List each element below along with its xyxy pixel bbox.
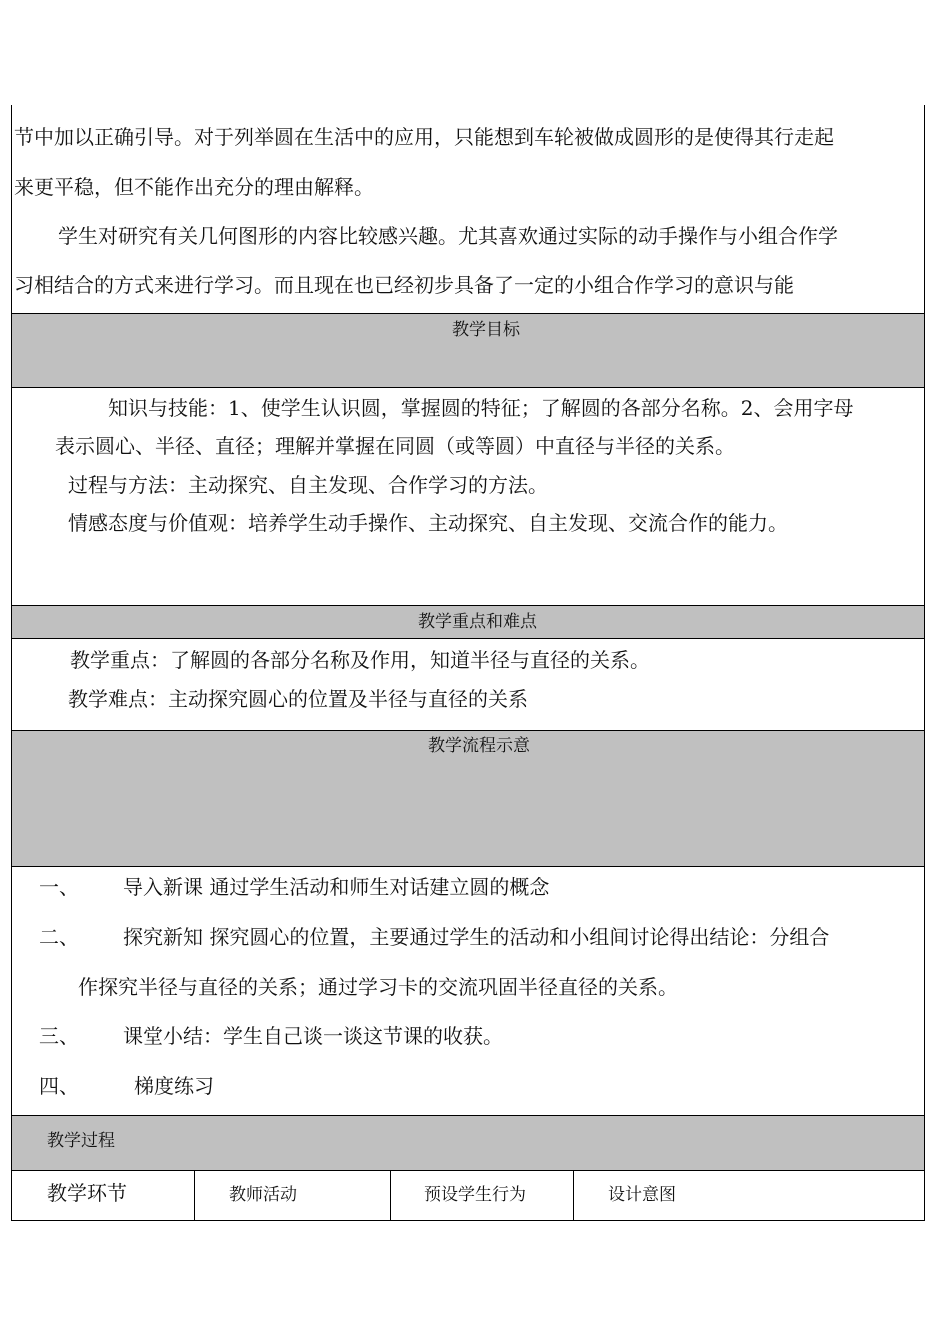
intro-line: 学生对研究有关几何图形的内容比较感兴趣。尤其喜欢通过实际的动手操作与小组合作学	[58, 224, 838, 248]
intro-line: 习相结合的方式来进行学习。而且现在也已经初步具备了一定的小组合作学习的意识与能	[14, 273, 794, 297]
col-divider	[573, 1171, 574, 1220]
objectives-title: 教学目标	[452, 320, 520, 340]
keypoints-header	[11, 606, 925, 638]
intro-line: 节中加以正确引导。对于列举圆在生活中的应用，只能想到车轮被做成圆形的是使得其行走起	[14, 125, 834, 149]
flow-item-text: 梯度练习	[134, 1074, 214, 1098]
keypoint-line: 教学难点：主动探究圆心的位置及半径与直径的关系	[68, 687, 528, 711]
objective-line: 知识与技能：1、使学生认识圆，掌握圆的特征；了解圆的各部分名称。2、会用字母	[108, 396, 854, 420]
flow-item-num: 二、	[39, 925, 79, 949]
objective-line: 情感态度与价值观：培养学生动手操作、主动探究、自主发现、交流合作的能力。	[68, 511, 788, 535]
process-title: 教学过程	[47, 1131, 115, 1151]
intro-section	[11, 105, 925, 313]
flow-header	[11, 731, 925, 866]
objectives-body	[11, 388, 925, 605]
objective-line: 过程与方法：主动探究、自主发现、合作学习的方法。	[68, 473, 548, 497]
process-columns	[11, 1171, 925, 1220]
column-header: 预设学生行为	[424, 1185, 526, 1205]
flow-item-text: 导入新课 通过学生活动和师生对话建立圆的概念	[123, 875, 550, 899]
keypoint-line: 教学重点：了解圆的各部分名称及作用，知道半径与直径的关系。	[70, 648, 650, 672]
flow-item-num: 三、	[39, 1024, 79, 1048]
flow-title: 教学流程示意	[428, 736, 530, 756]
objectives-header	[11, 314, 925, 387]
col-divider	[390, 1171, 391, 1220]
objective-line: 表示圆心、半径、直径；理解并掌握在同圆（或等圆）中直径与半径的关系。	[55, 434, 735, 458]
column-header: 教学环节	[47, 1181, 127, 1205]
keypoints-title: 教学重点和难点	[418, 612, 537, 632]
keypoints-body	[11, 639, 925, 730]
column-header: 教师活动	[229, 1185, 297, 1205]
divider	[11, 1220, 925, 1221]
column-header: 设计意图	[608, 1185, 676, 1205]
flow-item-text: 课堂小结：学生自己谈一谈这节课的收获。	[123, 1024, 503, 1048]
process-header	[11, 1116, 925, 1170]
flow-item-num: 四、	[39, 1074, 79, 1098]
intro-line: 来更平稳，但不能作出充分的理由解释。	[14, 175, 374, 199]
flow-item-num: 一、	[39, 875, 79, 899]
flow-item-text: 探究新知 探究圆心的位置，主要通过学生的活动和小组间讨论得出结论：分组合	[123, 925, 830, 949]
col-divider	[194, 1171, 195, 1220]
flow-body	[11, 867, 925, 1115]
flow-item-cont: 作探究半径与直径的关系；通过学习卡的交流巩固半径直径的关系。	[78, 975, 678, 999]
